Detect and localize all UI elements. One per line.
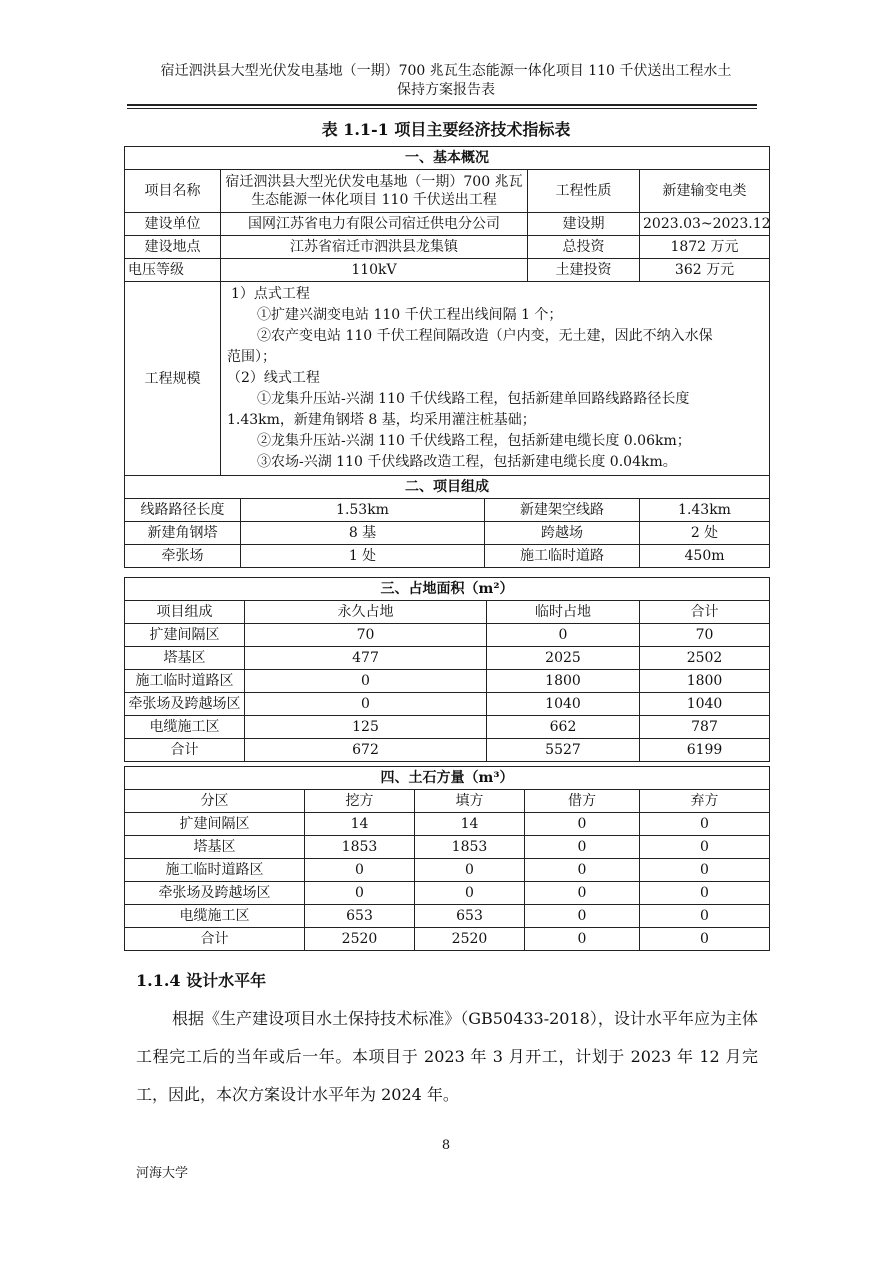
table-cell: 0 <box>640 836 770 859</box>
table-cell: 0 <box>640 813 770 836</box>
project-name-line-1: 宿迁泗洪县大型光伏发电基地（一期）700 兆瓦 <box>225 174 523 190</box>
table-cell: 1040 <box>487 693 640 716</box>
indicator-table <box>124 146 770 568</box>
scale-label: 工程规模 <box>125 282 221 476</box>
table-row <box>125 739 770 762</box>
table-cell: 电缆施工区 <box>125 716 245 739</box>
table-cell: 0 <box>415 882 525 905</box>
table-cell: 450m <box>640 545 770 568</box>
section-4-title: 四、土石方量（m³） <box>125 767 770 790</box>
table-cell: 牵张场 <box>125 545 241 568</box>
table-cell: 787 <box>640 716 770 739</box>
table-cell: 70 <box>640 624 770 647</box>
table-cell: 0 <box>415 859 525 882</box>
table-cell: 672 <box>245 739 487 762</box>
table-cell: 14 <box>415 813 525 836</box>
table-cell: 14 <box>305 813 415 836</box>
footer-text: 河海大学 <box>136 1166 189 1181</box>
table-cell: 477 <box>245 647 487 670</box>
table-cell: 牵张场及跨越场区 <box>125 693 245 716</box>
civil-label: 土建投资 <box>528 259 640 282</box>
table-cell: 2502 <box>640 647 770 670</box>
table-cell: 0 <box>525 882 640 905</box>
table-row <box>125 693 770 716</box>
table-cell: 662 <box>487 716 640 739</box>
column-header: 弃方 <box>640 790 770 813</box>
nature-value: 新建输变电类 <box>640 170 770 213</box>
running-header <box>120 62 772 100</box>
project-name-row <box>125 170 770 213</box>
composition-row <box>125 499 770 522</box>
table-cell: 6199 <box>640 739 770 762</box>
table-cell: 扩建间隔区 <box>125 813 305 836</box>
nature-label: 工程性质 <box>528 170 640 213</box>
column-header: 合计 <box>640 601 770 624</box>
table-cell: 653 <box>415 905 525 928</box>
table-row <box>125 716 770 739</box>
table-row <box>125 670 770 693</box>
scale-line: ①扩建兴湖变电站 110 千伏工程出线间隔 1 个； <box>257 307 563 323</box>
scale-line: 1）点式工程 <box>231 286 310 302</box>
table-cell: 合计 <box>125 739 245 762</box>
table-cell: 施工临时道路区 <box>125 859 305 882</box>
column-header: 填方 <box>415 790 525 813</box>
column-header: 临时占地 <box>487 601 640 624</box>
table-cell: 0 <box>525 813 640 836</box>
table-cell: 2 处 <box>640 522 770 545</box>
table-row <box>125 928 770 951</box>
composition-row <box>125 545 770 568</box>
table-cell: 653 <box>305 905 415 928</box>
column-header: 借方 <box>525 790 640 813</box>
site-value: 江苏省宿迁市泗洪县龙集镇 <box>221 236 528 259</box>
table-cell: 合计 <box>125 928 305 951</box>
section-heading: 1.1.4 设计水平年 <box>136 971 267 990</box>
table-cell: 施工临时道路 <box>485 545 640 568</box>
voltage-row <box>125 259 770 282</box>
table-cell: 8 基 <box>241 522 485 545</box>
section-1-title: 一、基本概况 <box>125 147 770 170</box>
scale-line: 1.43km，新建角钢塔 8 基，均采用灌注桩基础； <box>227 412 536 428</box>
table-cell: 1800 <box>640 670 770 693</box>
project-name-label: 项目名称 <box>125 170 221 213</box>
table-row <box>125 836 770 859</box>
project-name-value <box>221 170 528 213</box>
table-cell: 1.43km <box>640 499 770 522</box>
land-area-table <box>124 577 770 762</box>
header-rule-thin <box>127 108 757 109</box>
table-cell: 电缆施工区 <box>125 905 305 928</box>
earthwork-table <box>124 766 770 951</box>
table-cell: 70 <box>245 624 487 647</box>
table-cell: 1040 <box>640 693 770 716</box>
table-row <box>125 813 770 836</box>
table-cell: 0 <box>525 928 640 951</box>
unit-label: 建设单位 <box>125 213 221 236</box>
body-paragraph: 根据《生产建设项目水土保持技术标准》（GB50433-2018），设计水平年应为主体工程完工后的当年或后一年。本项目于 2023 年 3 月开工，计划于 2023 年 12 月完工，因此，本次方案设计水平年为 2024 年。 <box>136 1009 758 1104</box>
unit-row <box>125 213 770 236</box>
page-number: 8 <box>441 1138 451 1153</box>
section-1-title-row <box>125 147 770 170</box>
table-cell: 新建架空线路 <box>485 499 640 522</box>
table-cell: 塔基区 <box>125 647 245 670</box>
project-name-line-2: 生态能源一体化项目 110 千伏送出工程 <box>251 192 497 208</box>
table-cell: 0 <box>305 859 415 882</box>
scale-line: ②龙集升压站-兴湖 110 千伏线路工程，包括新建电缆长度 0.06km； <box>257 433 691 449</box>
period-value: 2023.03~2023.12 <box>640 213 770 236</box>
table-row <box>125 647 770 670</box>
table-cell: 0 <box>640 882 770 905</box>
scale-line: ③农场-兴湖 110 千伏线路改造工程，包括新建电缆长度 0.04km。 <box>257 454 677 470</box>
table-cell: 0 <box>640 905 770 928</box>
civil-value: 362 万元 <box>640 259 770 282</box>
table-cell: 5527 <box>487 739 640 762</box>
header-rule-thick <box>127 104 757 106</box>
table-cell: 0 <box>487 624 640 647</box>
table-row <box>125 859 770 882</box>
table-title: 表 1.1-1 项目主要经济技术指标表 <box>321 120 571 139</box>
site-label: 建设地点 <box>125 236 221 259</box>
voltage-value: 110kV <box>221 259 528 282</box>
section-4-title-row <box>125 767 770 790</box>
invest-label: 总投资 <box>528 236 640 259</box>
header-line-1: 宿迁泗洪县大型光伏发电基地（一期）700 兆瓦生态能源一体化项目 110 千伏送出工程水土 <box>160 63 732 79</box>
table-cell: 牵张场及跨越场区 <box>125 882 305 905</box>
scale-description <box>221 282 770 476</box>
composition-row <box>125 522 770 545</box>
section-2-title-row <box>125 476 770 499</box>
section-2-title: 二、项目组成 <box>125 476 770 499</box>
header-line-2: 保持方案报告表 <box>397 82 495 98</box>
column-header: 分区 <box>125 790 305 813</box>
scale-line: ①龙集升压站-兴湖 110 千伏线路工程，包括新建单回路线路路径长度 <box>257 391 690 407</box>
table-cell: 新建角钢塔 <box>125 522 241 545</box>
table-cell: 0 <box>640 928 770 951</box>
table-cell: 1853 <box>415 836 525 859</box>
table-cell: 1853 <box>305 836 415 859</box>
table-cell: 0 <box>525 859 640 882</box>
table-row <box>125 905 770 928</box>
scale-row <box>125 282 770 476</box>
unit-value: 国网江苏省电力有限公司宿迁供电分公司 <box>221 213 528 236</box>
land-header-row <box>125 601 770 624</box>
table-cell: 125 <box>245 716 487 739</box>
table-row <box>125 624 770 647</box>
column-header: 项目组成 <box>125 601 245 624</box>
table-cell: 0 <box>305 882 415 905</box>
table-cell: 0 <box>245 670 487 693</box>
period-label: 建设期 <box>528 213 640 236</box>
invest-value: 1872 万元 <box>640 236 770 259</box>
scale-line: ②农产变电站 110 千伏工程间隔改造（户内变，无土建，因此不纳入水保 <box>257 328 713 344</box>
scale-line: 范围）； <box>227 349 276 365</box>
table-cell: 0 <box>640 859 770 882</box>
table-cell: 塔基区 <box>125 836 305 859</box>
section-3-title-row <box>125 578 770 601</box>
table-cell: 0 <box>525 836 640 859</box>
column-header: 永久占地 <box>245 601 487 624</box>
scale-line: （2）线式工程 <box>227 370 320 386</box>
earthwork-header-row <box>125 790 770 813</box>
site-row <box>125 236 770 259</box>
table-cell: 施工临时道路区 <box>125 670 245 693</box>
table-row <box>125 882 770 905</box>
table-cell: 1.53km <box>241 499 485 522</box>
table-cell: 1800 <box>487 670 640 693</box>
voltage-label: 电压等级 <box>125 259 221 282</box>
column-header: 挖方 <box>305 790 415 813</box>
table-cell: 扩建间隔区 <box>125 624 245 647</box>
table-cell: 0 <box>525 905 640 928</box>
table-cell: 跨越场 <box>485 522 640 545</box>
table-cell: 1 处 <box>241 545 485 568</box>
table-cell: 2520 <box>305 928 415 951</box>
table-cell: 0 <box>245 693 487 716</box>
section-3-title: 三、占地面积（m²） <box>125 578 770 601</box>
table-cell: 2520 <box>415 928 525 951</box>
table-cell: 2025 <box>487 647 640 670</box>
table-cell: 线路路径长度 <box>125 499 241 522</box>
